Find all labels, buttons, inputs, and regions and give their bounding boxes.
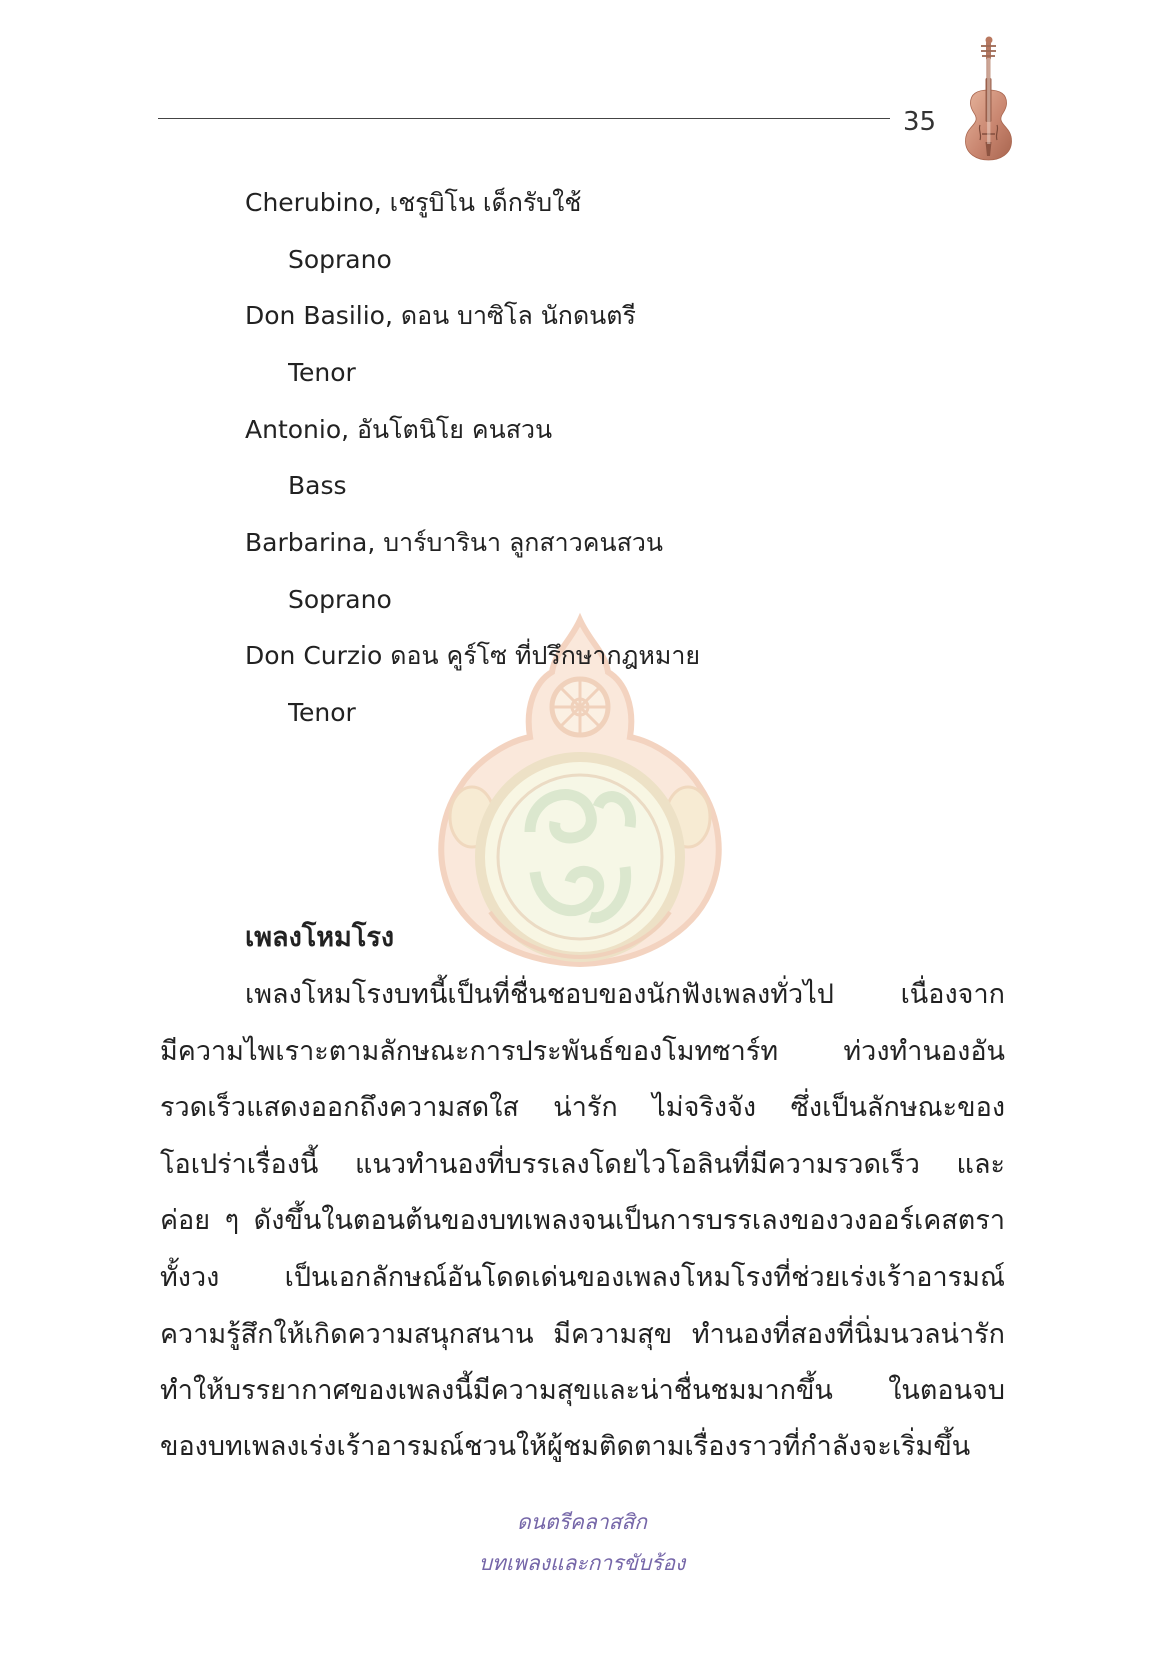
cast-voice-line: Tenor [288, 358, 356, 387]
cast-voice-line: Soprano [288, 245, 392, 274]
cast-role-line: Don Curzio ดอน คูร์โซ ที่ปรึกษากฎหมาย [245, 641, 701, 670]
paragraph-line: ความรู้สึกให้เกิดความสนุกสนาน มีความสุข ทำนองที่สองที่นิ่มนวลน่ารัก [160, 1319, 1005, 1350]
cast-voice-line: Bass [288, 471, 347, 500]
violin-icon [955, 34, 1019, 162]
paragraph-line: มีความไพเราะตามลักษณะการประพันธ์ของโมทซาร์ท ท่วงทำนองอัน [160, 1036, 1005, 1067]
cast-voice-line: Tenor [288, 698, 356, 727]
header-rule [158, 118, 890, 119]
cast-voice-line: Soprano [288, 585, 392, 614]
footer-book-subtitle: บทเพลงและการขับร้อง [478, 1551, 686, 1575]
cast-role-line: Don Basilio, ดอน บาซิโล นักดนตรี [245, 301, 636, 330]
paragraph-line: ค่อย ๆ ดังขึ้นในตอนต้นของบทเพลงจนเป็นการบรรเลงของวงออร์เคสตรา [160, 1205, 1005, 1236]
section-heading: เพลงโหมโรง [245, 922, 395, 953]
paragraph-line: โอเปร่าเรื่องนี้ แนวทำนองที่บรรเลงโดยไวโอลินที่มีความรวดเร็ว และ [160, 1149, 1005, 1180]
page-number: 35 [903, 107, 937, 137]
footer-book-title: ดนตรีคลาสสิก [517, 1510, 647, 1534]
paragraph-line: เพลงโหมโรงบทนี้เป็นที่ชื่นชอบของนักฟังเพลงทั่วไป เนื่องจาก [245, 979, 1005, 1010]
cast-role-line: Cherubino, เชรูบิโน เด็กรับใช้ [245, 188, 582, 217]
paragraph-line: ทำให้บรรยากาศของเพลงนี้มีความสุขและน่าชื่นชมมากขึ้น ในตอนจบ [160, 1375, 1005, 1406]
cast-role-line: Antonio, อันโตนิโย คนสวน [245, 415, 553, 444]
cast-role-line: Barbarina, บาร์บารินา ลูกสาวคนสวน [245, 528, 663, 557]
paragraph-line: ของบทเพลงเร่งเร้าอารมณ์ชวนให้ผู้ชมติดตามเรื่องราวที่กำลังจะเริ่มขึ้น [160, 1431, 971, 1462]
paragraph-line: ทั้งวง เป็นเอกลักษณ์อันโดดเด่นของเพลงโหมโรงที่ช่วยเร่งเร้าอารมณ์ [160, 1262, 1005, 1293]
paragraph-line: รวดเร็วแสดงออกถึงความสดใส น่ารัก ไม่จริงจัง ซึ่งเป็นลักษณะของ [160, 1092, 1005, 1123]
